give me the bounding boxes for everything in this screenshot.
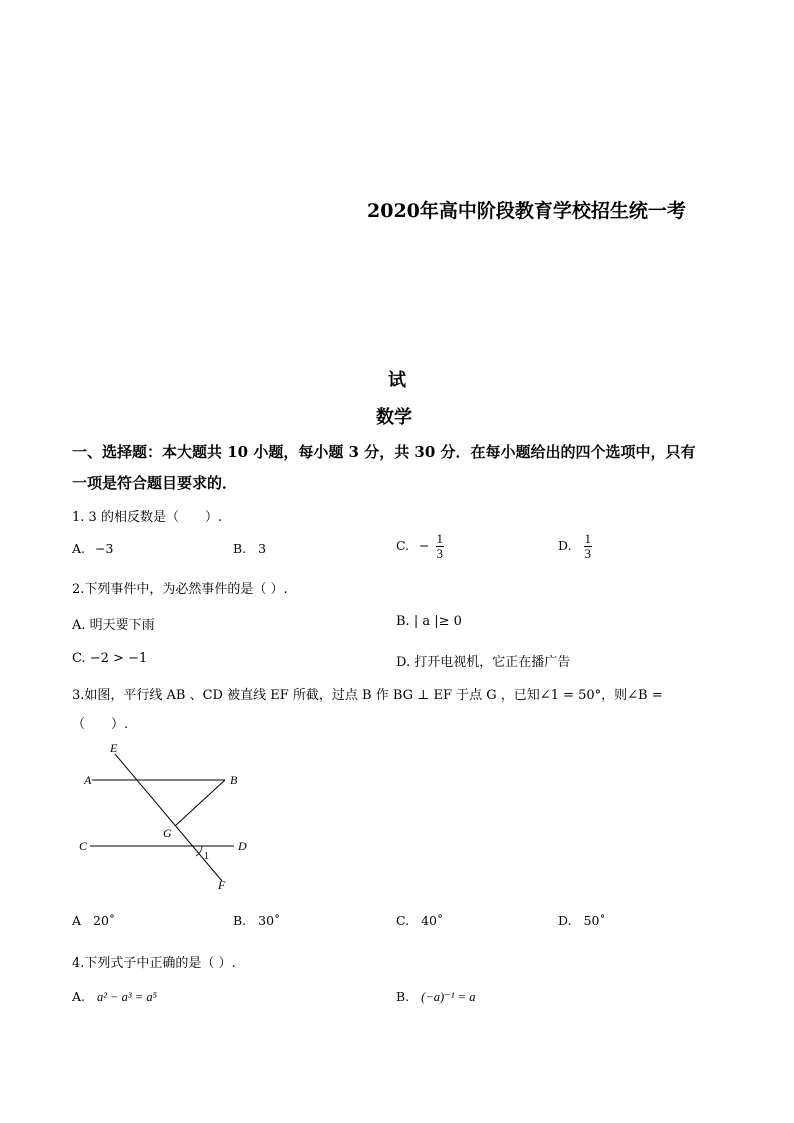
q1-option-b <box>233 541 266 556</box>
q1-option-c-label: C. <box>396 538 410 553</box>
q4-option-a-label: A. <box>72 989 86 1004</box>
q1-option-c-denominator: 3 <box>436 546 444 561</box>
q2-option-c: C. −2 > −1 <box>72 651 148 666</box>
paper-line-1: 试 <box>388 370 406 391</box>
q3-option-b <box>233 913 280 928</box>
q1-option-b-value: 3 <box>258 541 267 556</box>
q3-option-d <box>558 913 606 928</box>
q3-option-d-label: D. <box>558 913 572 928</box>
q4-option-a-expression: a² − a³ = a⁵ <box>97 990 157 1004</box>
exam-title: 2020年高中阶段教育学校招生统一考 <box>367 200 686 222</box>
q3-option-a <box>72 913 115 928</box>
question-2-stem: 2.下列事件中，为必然事件的是（ ）. <box>72 582 288 597</box>
q3-option-b-value: 30˚ <box>258 913 281 928</box>
q3-option-d-value: 50˚ <box>583 913 606 928</box>
q4-option-b <box>396 989 475 1005</box>
q3-geometry-figure <box>72 740 262 895</box>
label-a: A <box>84 773 92 787</box>
q4-option-b-label: B. <box>396 989 410 1004</box>
section-heading-line-1: 一、选择题：本大题共 10 小题，每小题 3 分，共 30 分．在每小题给出的四个选项中，只有 <box>72 443 696 461</box>
label-angle-1: 1 <box>204 851 209 862</box>
q1-option-d-label: D. <box>558 538 572 553</box>
q1-option-d-fraction <box>584 532 593 561</box>
q2-option-a: A. 明天要下雨 <box>72 618 155 633</box>
q1-option-c-numerator: 1 <box>436 531 444 546</box>
q3-option-c-value: 40˚ <box>421 913 444 928</box>
q1-option-d <box>558 532 592 561</box>
q3-option-a-label: A <box>72 913 82 928</box>
paper-subject: 数学 <box>376 407 412 428</box>
section-heading-line-2: 一项是符合题目要求的． <box>72 474 238 492</box>
q1-option-a-value: −3 <box>95 541 114 556</box>
q3-option-c <box>396 913 443 928</box>
q1-option-a-label: A. <box>72 541 86 556</box>
question-1-stem: 1. 3 的相反数是（ ）. <box>72 510 223 525</box>
label-c: C <box>79 839 88 853</box>
label-e: E <box>110 741 118 755</box>
label-d: D <box>238 839 247 853</box>
q1-option-d-numerator: 1 <box>584 531 592 546</box>
question-3-stem-line-2: （ ）. <box>72 717 129 732</box>
q3-option-a-value: 20˚ <box>93 913 116 928</box>
question-3-stem-line-1: 3.如图，平行线 AB 、CD 被直线 EF 所截，过点 B 作 BG ⊥ EF 于点 G ，已知∠1 = 50°，则∠B = <box>72 688 663 703</box>
q1-option-c <box>396 532 444 561</box>
segment-bg <box>175 780 225 826</box>
q1-option-a <box>72 541 113 556</box>
q1-option-b-label: B. <box>233 541 247 556</box>
question-4-stem: 4.下列式子中正确的是（ ）. <box>72 956 236 971</box>
label-f: F <box>218 878 226 892</box>
q4-option-a <box>72 989 157 1005</box>
q1-option-c-fraction <box>436 532 445 561</box>
q4-option-b-expression: (−a)⁻¹ = a <box>421 990 476 1004</box>
q3-option-c-label: C. <box>396 913 410 928</box>
q1-option-d-denominator: 3 <box>584 546 592 561</box>
q2-option-b: B. | a |≥ 0 <box>396 614 462 629</box>
q1-option-c-sign: − <box>419 538 430 553</box>
q3-option-b-label: B. <box>233 913 247 928</box>
label-g: G <box>163 826 172 840</box>
label-b: B <box>230 773 238 787</box>
q2-option-d: D. 打开电视机，它正在播广告 <box>396 655 571 670</box>
